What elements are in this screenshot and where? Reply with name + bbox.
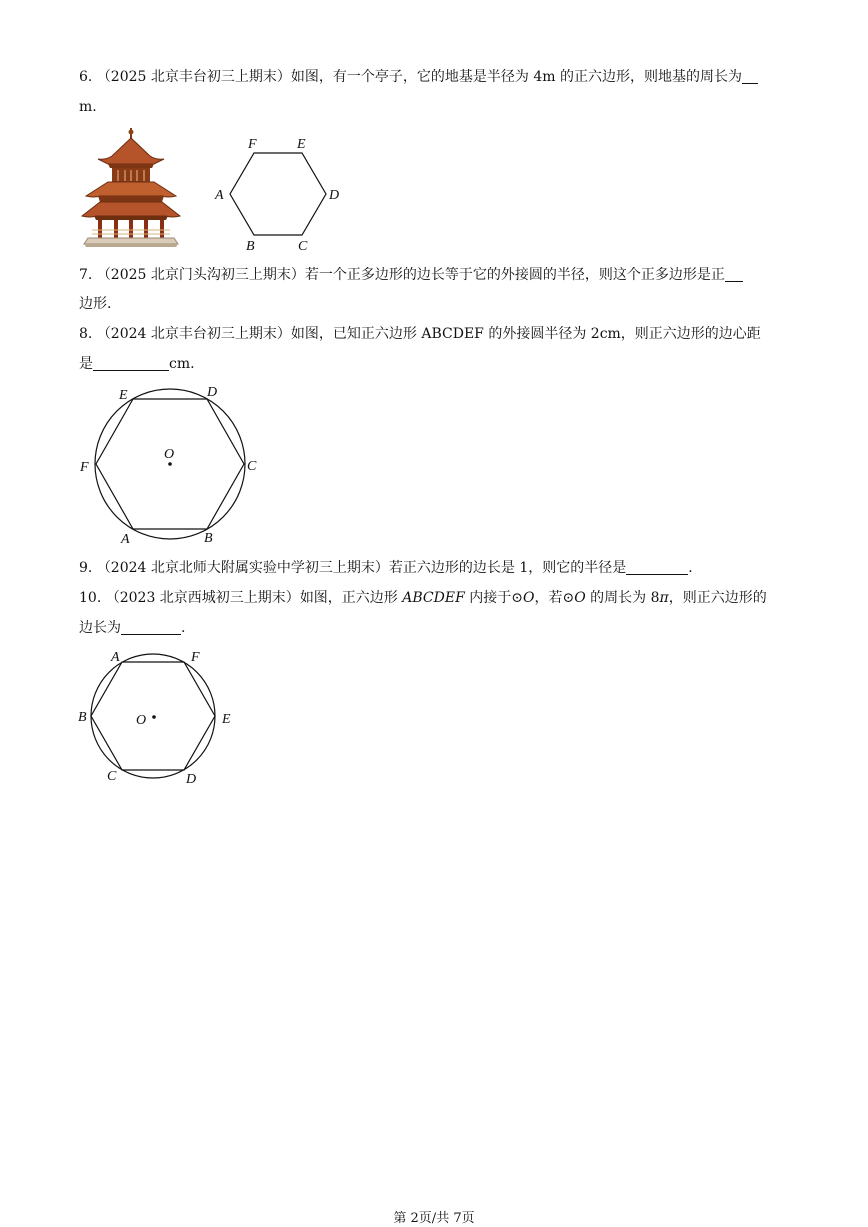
q10-label-o: O (136, 713, 147, 728)
q8-center-point (168, 462, 172, 466)
page-footer: 第 2页/共 7页 (393, 1211, 475, 1226)
q10-label-e: E (222, 712, 231, 727)
q8-line-2 (79, 355, 195, 373)
q7-answer-blank (725, 267, 743, 282)
q9-answer-blank (626, 560, 688, 575)
q6-hexagon (230, 153, 326, 235)
q8-circle-hexagon-diagram (76, 380, 266, 550)
q6-label-f: F (248, 137, 257, 152)
q8-unit: cm. (169, 356, 195, 372)
q10-text-5: ，则正六边形的 (668, 590, 767, 606)
q7-line-2 (79, 295, 111, 313)
q6-unit: m. (79, 99, 97, 115)
q6-label-b: B (246, 239, 255, 254)
q10-circle-name: O (522, 590, 535, 606)
q10-source: （2023 北京西城初三上期末） (105, 590, 300, 606)
q8-label-e: E (119, 388, 128, 403)
q6-hexagon-diagram (208, 130, 348, 255)
q10-label-f: F (191, 650, 200, 665)
q9-number: 9. (79, 560, 93, 576)
q8-label-d: D (207, 385, 218, 400)
q10-text-1: 如图，正六边形 (299, 590, 398, 606)
q8-text-pre: 是 (79, 356, 93, 372)
q6-source: （2025 北京丰台初三上期末） (96, 69, 291, 85)
q7-source: （2025 北京门头沟初三上期末） (96, 267, 305, 283)
q10-number: 10. (79, 590, 102, 606)
q8-label-o: O (164, 447, 175, 462)
q7-line-1 (79, 266, 743, 284)
q6-label-d: D (329, 188, 340, 203)
q10-hexagon-name: ABCDEF (402, 590, 465, 606)
q7-number: 7. (79, 267, 93, 283)
q8-text: 如图，已知正六边形 ABCDEF 的外接圆半径为 2cm，则正六边形的边心距 (290, 326, 761, 342)
q8-source: （2024 北京丰台初三上期末） (96, 326, 291, 342)
q8-answer-blank (93, 356, 169, 371)
q10-center-point (152, 715, 156, 719)
pavilion-image (78, 126, 184, 248)
q10-text-3: ，若⊙ (534, 590, 575, 606)
q10-circle-hexagon-diagram (76, 644, 246, 790)
q10-circle-name-2: O (574, 590, 586, 606)
q6-line-2 (79, 98, 97, 116)
q9-line-1 (79, 559, 693, 577)
q8-label-c: C (247, 459, 257, 474)
q10-answer-blank (121, 620, 181, 635)
q7-text: 若一个正多边形的边长等于它的外接圆的半径，则这个正多边形是正 (304, 267, 725, 283)
q10-text-end: 边长为 (79, 620, 121, 636)
q10-label-c: C (107, 769, 117, 784)
q6-answer-blank (742, 69, 758, 84)
q10-pi: π (659, 590, 669, 606)
q10-label-d: D (186, 772, 197, 787)
q10-text-2: 内接于⊙ (469, 590, 523, 606)
q8-number: 8. (79, 326, 93, 342)
q9-text: 若正六边形的边长是 1，则它的半径是 (388, 560, 627, 576)
q6-label-a: A (215, 188, 224, 203)
q9-source: （2024 北京北师大附属实验中学初三上期末） (96, 560, 389, 576)
q6-label-e: E (297, 137, 306, 152)
q10-label-b: B (78, 710, 87, 725)
q6-label-c: C (298, 239, 308, 254)
q8-label-a: A (121, 532, 130, 547)
q10-label-a: A (111, 650, 120, 665)
q10-text-4: 的周长为 8 (590, 590, 660, 606)
q7-text-end: 边形. (79, 296, 112, 312)
q8-label-b: B (204, 531, 213, 546)
q8-label-f: F (80, 460, 89, 475)
q10-line-2 (79, 619, 185, 637)
q10-line-1 (79, 589, 767, 607)
q8-line-1 (79, 325, 761, 343)
q9-period: . (688, 560, 693, 576)
q6-number: 6. (79, 69, 93, 85)
q6-line-1 (79, 68, 758, 86)
q10-period: . (181, 620, 186, 636)
q6-text: 如图，有一个亭子，它的地基是半径为 4m 的正六边形，则地基的周长为 (290, 69, 742, 85)
